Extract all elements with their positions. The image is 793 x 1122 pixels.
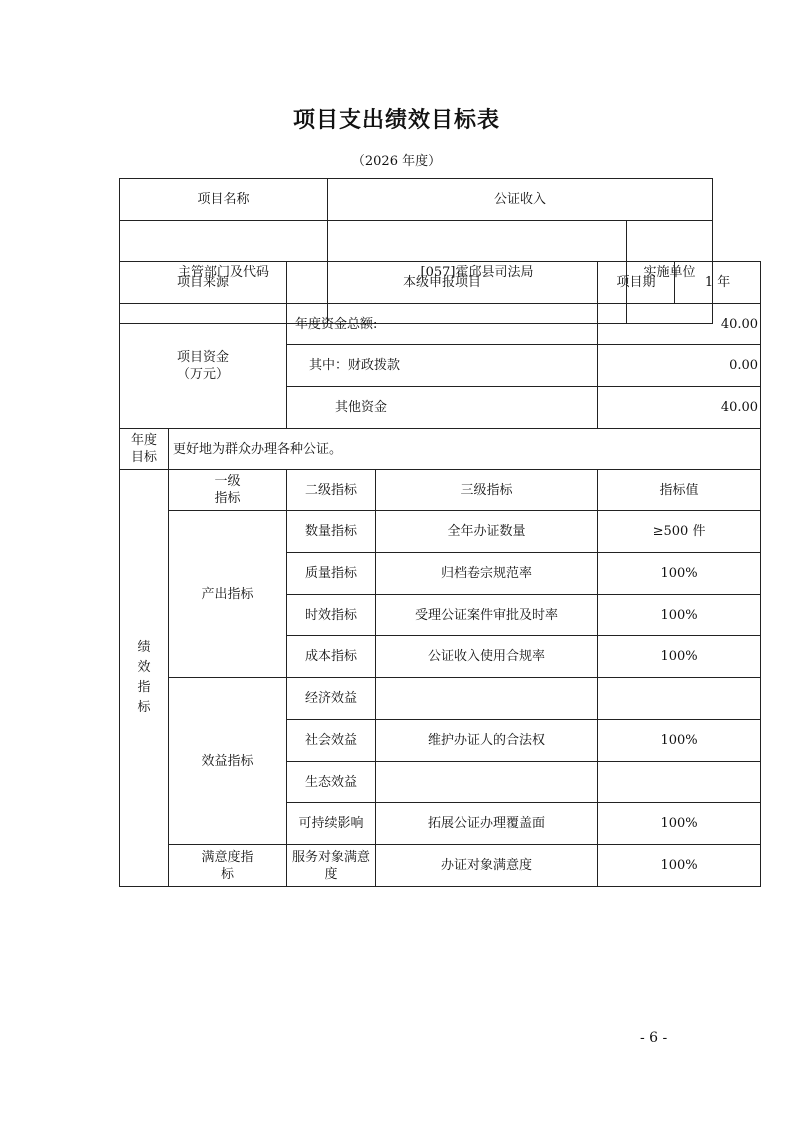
level3-cell: 拓展公证办理覆盖面	[376, 803, 598, 845]
document-title: 项目支出绩效目标表	[292, 108, 500, 133]
table-row	[120, 179, 713, 221]
document-year: （2026 年度）	[351, 154, 442, 169]
project-source-label: 项目来源	[120, 262, 287, 304]
value-cell: 100%	[598, 720, 761, 762]
value-cell: 100%	[598, 636, 761, 678]
project-name-value: 公证收入	[328, 179, 713, 221]
performance-indicator-char: 效	[137, 660, 151, 675]
value-header: 指标值	[598, 470, 761, 511]
fiscal-funds-value: 0.00	[598, 345, 761, 387]
level1-header-line2: 指标	[214, 491, 241, 506]
output-indicator-label: 产出指标	[169, 511, 287, 678]
table-row	[120, 678, 761, 720]
level3-cell: 归档卷宗规范率	[376, 553, 598, 595]
level3-header: 三级指标	[376, 470, 598, 511]
annual-goal-label-line2: 目标	[130, 450, 157, 465]
annual-goal-label-line1: 年度	[130, 433, 157, 448]
table-row	[120, 262, 761, 304]
table-row	[120, 470, 761, 511]
project-period-label: 项目期	[598, 262, 675, 304]
value-cell: 100%	[598, 803, 761, 845]
other-funds-value: 40.00	[598, 387, 761, 429]
level2-cell: 社会效益	[287, 720, 376, 762]
value-cell: ≥500 件	[598, 511, 761, 553]
level3-cell: 维护办证人的合法权	[376, 720, 598, 762]
level3-cell	[376, 678, 598, 720]
implementing-unit-label: 实施单位	[627, 221, 713, 324]
level3-cell	[376, 762, 598, 803]
satisfaction-level2-line2: 度	[324, 866, 338, 882]
level2-cell: 成本指标	[287, 636, 376, 678]
total-funds-value: 40.00	[598, 304, 761, 345]
other-funds-label: 其他资金	[287, 387, 598, 429]
value-cell: 100%	[598, 595, 761, 636]
annual-goal-text: 更好地为群众办理各种公证。	[169, 429, 761, 470]
project-source-value: 本级申报项目	[287, 262, 598, 304]
satisfaction-indicator-label-line1: 满意度指	[201, 849, 254, 865]
level3-cell: 全年办证数量	[376, 511, 598, 553]
table-row	[120, 845, 761, 887]
project-funds-label-line1: 项目资金	[177, 350, 230, 365]
level2-cell: 数量指标	[287, 511, 376, 553]
table-row	[120, 511, 761, 553]
benefit-indicator-label: 效益指标	[169, 678, 287, 845]
department-value: [057]霍邱县司法局	[328, 221, 627, 324]
level1-header-line1: 一级	[214, 474, 241, 489]
level2-cell: 生态效益	[287, 762, 376, 803]
table-row	[120, 429, 761, 470]
performance-indicator-char: 标	[137, 700, 151, 715]
value-cell	[598, 678, 761, 720]
level2-header: 二级指标	[287, 470, 376, 511]
level2-cell: 可持续影响	[287, 803, 376, 845]
value-cell: 100%	[598, 845, 761, 887]
value-cell	[598, 762, 761, 803]
project-funds-label-line2: （万元）	[177, 367, 230, 382]
satisfaction-indicator-label	[169, 845, 287, 887]
level2-cell: 质量指标	[287, 553, 376, 595]
table-row	[120, 304, 761, 345]
project-period-value: 1 年	[675, 262, 761, 304]
performance-indicator-char: 指	[137, 680, 151, 695]
performance-indicator-label	[120, 470, 169, 887]
satisfaction-level2-line1: 服务对象满意	[292, 849, 371, 865]
fiscal-funds-label: 其中：财政拨款	[287, 345, 598, 387]
value-cell: 100%	[598, 553, 761, 595]
department-label: 主管部门及代码	[120, 221, 328, 324]
level2-cell: 经济效益	[287, 678, 376, 720]
page-number: - 6 -	[640, 1030, 668, 1046]
performance-indicator-char: 绩	[137, 640, 151, 655]
total-funds-label: 年度资金总额:	[287, 304, 598, 345]
satisfaction-indicator-label-line2: 标	[221, 866, 235, 882]
performance-target-table-body	[119, 261, 761, 887]
level2-cell	[287, 845, 376, 887]
level3-cell: 办证对象满意度	[376, 845, 598, 887]
annual-goal-label	[120, 429, 169, 470]
level2-cell: 时效指标	[287, 595, 376, 636]
level1-header	[169, 470, 287, 511]
level3-cell: 公证收入使用合规率	[376, 636, 598, 678]
project-name-label: 项目名称	[120, 179, 328, 221]
level3-cell: 受理公证案件审批及时率	[376, 595, 598, 636]
project-funds-label	[120, 304, 287, 429]
